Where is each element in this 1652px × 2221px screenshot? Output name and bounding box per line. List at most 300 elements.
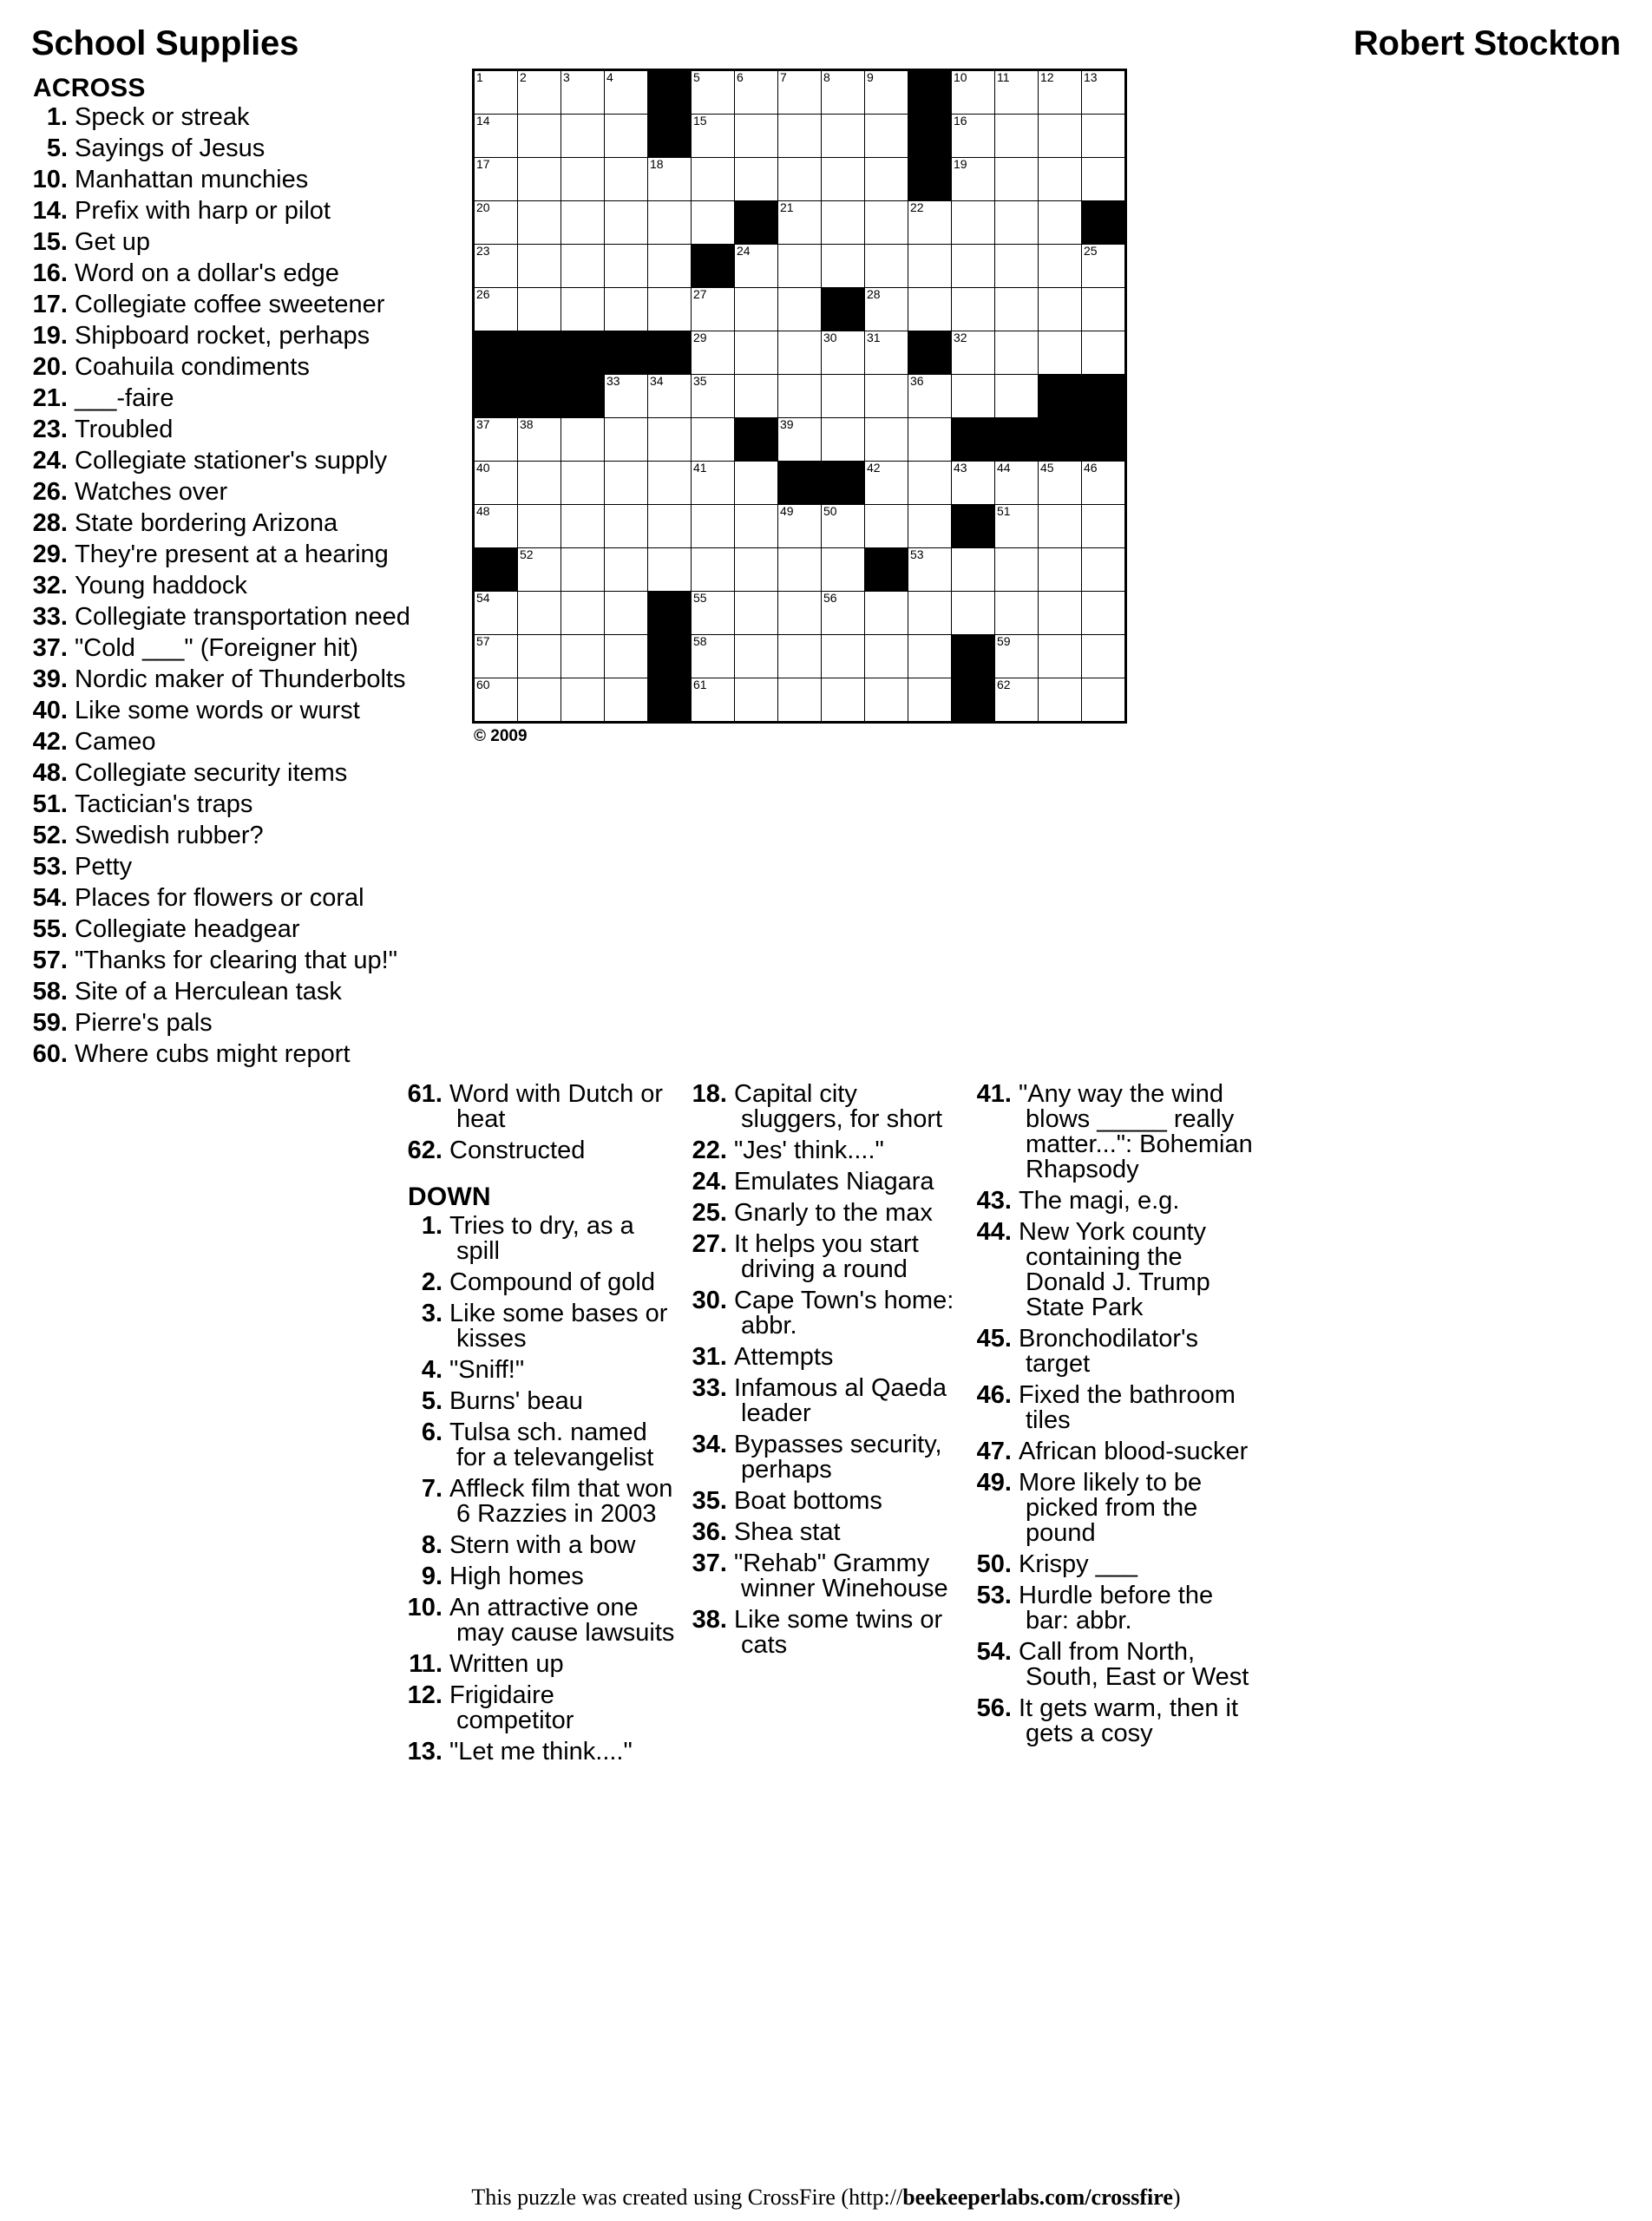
clue-number: 1. [46, 103, 68, 131]
clue-text: Sayings of Jesus [75, 134, 266, 162]
clue-item [31, 605, 449, 630]
clue-text: Tactician's traps [75, 790, 253, 818]
grid-cell[interactable] [561, 158, 605, 201]
grid-cell[interactable] [995, 245, 1039, 288]
grid-cell[interactable] [908, 245, 952, 288]
grid-cell-number: 14 [476, 114, 490, 128]
grid-cell[interactable] [605, 678, 648, 723]
grid-cell[interactable] [778, 245, 822, 288]
grid-cell[interactable] [865, 70, 908, 115]
grid-cell[interactable] [648, 375, 692, 418]
grid-cell[interactable] [995, 635, 1039, 678]
grid-cell[interactable] [735, 592, 778, 635]
grid-cell[interactable] [735, 115, 778, 158]
grid-cell[interactable] [692, 70, 735, 115]
clue-number: 54. [976, 1638, 1012, 1666]
clue-number: 57. [32, 947, 68, 974]
grid-cell[interactable] [648, 548, 692, 592]
grid-cell[interactable] [1039, 331, 1082, 375]
grid-cell[interactable] [1082, 115, 1126, 158]
grid-cell[interactable] [605, 375, 648, 418]
grid-cell[interactable] [474, 505, 518, 548]
clue-number: 43. [976, 1187, 1012, 1215]
grid-cell[interactable] [735, 375, 778, 418]
grid-cell[interactable] [822, 245, 865, 288]
grid-cell-number: 27 [693, 287, 707, 301]
grid-cell[interactable] [1082, 70, 1126, 115]
grid-cell[interactable] [822, 592, 865, 635]
clue-text: Site of a Herculean task [75, 978, 342, 1006]
grid-cell-number: 50 [823, 504, 837, 518]
crossword-grid[interactable] [472, 69, 1127, 724]
clue-text: Constructed [449, 1137, 586, 1164]
grid-block-cell [692, 245, 735, 288]
clue-item [31, 823, 449, 848]
clue-number: 39. [32, 665, 68, 693]
grid-cell[interactable] [778, 635, 822, 678]
grid-cell-number: 59 [997, 634, 1011, 648]
grid-block-cell [1039, 375, 1082, 418]
grid-cell[interactable] [518, 70, 561, 115]
clue-text: Like some words or wurst [75, 697, 360, 724]
grid-cell[interactable] [474, 288, 518, 331]
clue-number: 27. [692, 1230, 727, 1258]
grid-cell[interactable] [735, 331, 778, 375]
clue-text: Bypasses security, perhaps [734, 1431, 942, 1484]
grid-cell[interactable] [952, 158, 995, 201]
grid-cell[interactable] [952, 462, 995, 505]
clue-number: 7. [421, 1475, 442, 1503]
grid-cell[interactable] [822, 375, 865, 418]
clue-item [31, 167, 449, 193]
grid-cell[interactable] [952, 115, 995, 158]
grid-cell[interactable] [865, 505, 908, 548]
grid-cell[interactable] [518, 418, 561, 462]
grid-cell[interactable] [908, 375, 952, 418]
grid-block-cell [778, 462, 822, 505]
grid-cell-number: 56 [823, 591, 837, 605]
grid-cell[interactable] [474, 592, 518, 635]
grid-cell[interactable] [605, 70, 648, 115]
grid-cell[interactable] [952, 245, 995, 288]
grid-cell[interactable] [735, 505, 778, 548]
grid-cell[interactable] [518, 592, 561, 635]
grid-cell[interactable] [735, 70, 778, 115]
grid-cell[interactable] [1039, 201, 1082, 245]
grid-cell[interactable] [995, 288, 1039, 331]
grid-cell[interactable] [778, 158, 822, 201]
grid-cell-number: 13 [1084, 70, 1098, 84]
grid-cell[interactable] [908, 592, 952, 635]
grid-cell[interactable] [778, 548, 822, 592]
clue-item [31, 573, 449, 599]
clue-number: 48. [32, 759, 68, 787]
clue-number: 24. [32, 447, 68, 475]
grid-cell[interactable] [561, 462, 605, 505]
grid-cell[interactable] [561, 115, 605, 158]
grid-block-cell [908, 158, 952, 201]
grid-cell[interactable] [952, 288, 995, 331]
grid-cell[interactable] [561, 288, 605, 331]
grid-cell[interactable] [735, 245, 778, 288]
clue-text: "Jes' think...." [734, 1137, 884, 1164]
clue-item [691, 1608, 960, 1658]
grid-cell[interactable] [1039, 462, 1082, 505]
grid-cell[interactable] [1039, 288, 1082, 331]
grid-cell[interactable] [648, 201, 692, 245]
grid-cell-number: 33 [606, 374, 620, 388]
grid-cell[interactable] [995, 115, 1039, 158]
grid-cell[interactable] [995, 462, 1039, 505]
grid-cell[interactable] [865, 462, 908, 505]
clue-text: Cameo [75, 728, 156, 756]
grid-cell[interactable] [735, 635, 778, 678]
grid-cell[interactable] [605, 288, 648, 331]
grid-cell[interactable] [648, 418, 692, 462]
grid-cell[interactable] [865, 158, 908, 201]
grid-cell[interactable] [692, 505, 735, 548]
grid-cell[interactable] [865, 201, 908, 245]
grid-cell[interactable] [908, 505, 952, 548]
clue-item [975, 1383, 1255, 1433]
grid-cell[interactable] [908, 418, 952, 462]
grid-cell[interactable] [605, 245, 648, 288]
clue-item [31, 1011, 449, 1036]
grid-cell[interactable] [561, 505, 605, 548]
grid-block-cell [474, 331, 518, 375]
grid-block-cell [474, 375, 518, 418]
grid-cell[interactable] [474, 158, 518, 201]
grid-cell[interactable] [518, 635, 561, 678]
grid-cell[interactable] [1082, 245, 1126, 288]
grid-cell[interactable] [692, 418, 735, 462]
grid-cell[interactable] [605, 635, 648, 678]
grid-cell[interactable] [1039, 505, 1082, 548]
grid-cell[interactable] [518, 158, 561, 201]
grid-cell[interactable] [518, 505, 561, 548]
grid-cell[interactable] [474, 201, 518, 245]
clue-number: 6. [421, 1418, 442, 1446]
clue-item [691, 1520, 960, 1545]
clue-text: More likely to be picked from the pound [1019, 1469, 1203, 1547]
grid-cell[interactable] [995, 375, 1039, 418]
clue-number: 23. [32, 416, 68, 443]
grid-cell[interactable] [692, 548, 735, 592]
grid-block-cell [908, 115, 952, 158]
grid-cell[interactable] [692, 635, 735, 678]
grid-cell[interactable] [822, 635, 865, 678]
clue-column-4 [975, 1082, 1270, 1753]
grid-cell[interactable] [822, 201, 865, 245]
grid-cell[interactable] [952, 70, 995, 115]
grid-cell[interactable] [908, 548, 952, 592]
grid-cell[interactable] [1039, 678, 1082, 723]
grid-cell[interactable] [908, 678, 952, 723]
clue-item [691, 1376, 960, 1426]
grid-cell-number: 11 [997, 70, 1010, 84]
grid-cell[interactable] [952, 201, 995, 245]
grid-cell[interactable] [1082, 331, 1126, 375]
grid-cell[interactable] [1039, 158, 1082, 201]
grid-cell[interactable] [692, 375, 735, 418]
grid-cell[interactable] [518, 548, 561, 592]
grid-cell[interactable] [1082, 678, 1126, 723]
grid-cell[interactable] [605, 505, 648, 548]
clue-text: Compound of gold [449, 1268, 655, 1296]
clue-number: 53. [976, 1582, 1012, 1609]
grid-cell[interactable] [865, 375, 908, 418]
lower-clue-section [0, 1073, 1652, 1771]
grid-cell[interactable] [474, 418, 518, 462]
grid-cell[interactable] [995, 158, 1039, 201]
grid-cell[interactable] [692, 158, 735, 201]
clue-number: 37. [32, 634, 68, 662]
grid-cell[interactable] [995, 548, 1039, 592]
grid-cell-number: 22 [910, 200, 924, 214]
grid-cell[interactable] [518, 288, 561, 331]
grid-cell[interactable] [518, 462, 561, 505]
grid-cell[interactable] [692, 201, 735, 245]
grid-cell[interactable] [865, 592, 908, 635]
clue-item [975, 1640, 1255, 1690]
grid-cell[interactable] [865, 418, 908, 462]
grid-cell[interactable] [822, 678, 865, 723]
grid-cell[interactable] [648, 288, 692, 331]
grid-block-cell [995, 418, 1039, 462]
grid-block-cell [648, 70, 692, 115]
grid-block-cell [952, 635, 995, 678]
grid-cell[interactable] [561, 592, 605, 635]
clue-text: Word with Dutch or heat [449, 1080, 664, 1133]
clue-number: 51. [32, 790, 68, 818]
grid-cell[interactable] [1039, 548, 1082, 592]
grid-cell[interactable] [778, 201, 822, 245]
grid-cell[interactable] [995, 331, 1039, 375]
grid-cell[interactable] [735, 678, 778, 723]
grid-cell-number: 19 [954, 157, 967, 171]
grid-cell[interactable] [1082, 462, 1126, 505]
clue-item [31, 261, 449, 286]
grid-cell[interactable] [952, 375, 995, 418]
grid-cell[interactable] [1082, 158, 1126, 201]
grid-block-cell [1082, 375, 1126, 418]
grid-cell[interactable] [908, 288, 952, 331]
grid-cell[interactable] [648, 462, 692, 505]
grid-cell[interactable] [865, 331, 908, 375]
clue-text: Burns' beau [449, 1387, 583, 1415]
grid-cell-number: 3 [563, 70, 570, 84]
grid-cell[interactable] [778, 375, 822, 418]
across-heading: ACROSS [33, 74, 146, 102]
grid-cell[interactable] [561, 418, 605, 462]
grid-cell[interactable] [605, 548, 648, 592]
clue-number: 17. [32, 291, 68, 318]
grid-cell[interactable] [1039, 592, 1082, 635]
grid-cell[interactable] [1039, 635, 1082, 678]
grid-cell-number: 34 [650, 374, 664, 388]
down-clue-list-cont-1 [691, 1082, 960, 1658]
grid-block-cell [1082, 418, 1126, 462]
grid-cell[interactable] [865, 678, 908, 723]
copyright-notice: © 2009 [474, 727, 528, 745]
grid-cell[interactable] [692, 678, 735, 723]
clue-number: 12. [407, 1681, 442, 1709]
grid-cell[interactable] [518, 678, 561, 723]
grid-cell-number: 24 [737, 244, 751, 258]
clue-number: 52. [32, 822, 68, 849]
grid-row [474, 70, 1126, 115]
grid-cell[interactable] [735, 158, 778, 201]
grid-cell[interactable] [692, 592, 735, 635]
grid-cell[interactable] [1082, 505, 1126, 548]
grid-cell[interactable] [648, 245, 692, 288]
grid-cell[interactable] [605, 158, 648, 201]
grid-cell[interactable] [778, 418, 822, 462]
grid-row [474, 592, 1126, 635]
footer-link[interactable]: beekeeperlabs.com/crossfire [902, 2185, 1173, 2210]
grid-cell[interactable] [1082, 288, 1126, 331]
grid-cell[interactable] [865, 245, 908, 288]
grid-cell[interactable] [822, 331, 865, 375]
grid-cell[interactable] [1082, 548, 1126, 592]
grid-cell[interactable] [952, 592, 995, 635]
grid-cell[interactable] [1082, 592, 1126, 635]
clue-text: Swedish rubber? [75, 822, 264, 849]
grid-cell[interactable] [822, 115, 865, 158]
clue-item [406, 1138, 675, 1163]
grid-cell[interactable] [865, 635, 908, 678]
grid-cell[interactable] [605, 592, 648, 635]
grid-cell[interactable] [561, 245, 605, 288]
grid-cell[interactable] [474, 70, 518, 115]
grid-cell[interactable] [605, 418, 648, 462]
grid-cell-number: 60 [476, 678, 490, 691]
grid-cell[interactable] [995, 201, 1039, 245]
grid-cell[interactable] [561, 70, 605, 115]
grid-cell[interactable] [692, 462, 735, 505]
clue-number: 1. [421, 1212, 442, 1240]
clue-text: Emulates Niagara [734, 1168, 934, 1196]
grid-cell[interactable] [474, 678, 518, 723]
grid-cell-number: 40 [476, 461, 490, 475]
clue-text: State bordering Arizona [75, 509, 338, 537]
grid-cell[interactable] [908, 635, 952, 678]
grid-cell[interactable] [1039, 115, 1082, 158]
clue-number: 41. [976, 1080, 1012, 1108]
grid-cell[interactable] [474, 245, 518, 288]
grid-cell[interactable] [995, 592, 1039, 635]
across-clue-list [31, 105, 449, 1067]
clue-text: Like some bases or kisses [449, 1300, 668, 1353]
grid-cell[interactable] [692, 115, 735, 158]
grid-cell[interactable] [605, 462, 648, 505]
clue-text: Shipboard rocket, perhaps [75, 322, 370, 350]
clue-item [31, 730, 449, 755]
grid-cell[interactable] [561, 201, 605, 245]
grid-cell[interactable] [952, 548, 995, 592]
grid-cell[interactable] [778, 331, 822, 375]
clue-item [406, 1301, 675, 1352]
grid-cell[interactable] [518, 115, 561, 158]
clue-item [691, 1232, 960, 1282]
grid-cell[interactable] [692, 288, 735, 331]
grid-cell[interactable] [865, 288, 908, 331]
grid-cell[interactable] [908, 462, 952, 505]
grid-cell[interactable] [561, 678, 605, 723]
grid-cell[interactable] [952, 331, 995, 375]
grid-cell[interactable] [692, 331, 735, 375]
grid-cell[interactable] [822, 418, 865, 462]
clue-text: Tries to dry, as a spill [449, 1212, 634, 1265]
grid-cell[interactable] [735, 288, 778, 331]
clue-item [31, 230, 449, 255]
grid-cell[interactable] [1082, 635, 1126, 678]
grid-cell[interactable] [822, 548, 865, 592]
grid-cell[interactable] [822, 158, 865, 201]
grid-cell-number: 49 [780, 504, 794, 518]
clue-number: 47. [976, 1438, 1012, 1465]
grid-cell[interactable] [778, 115, 822, 158]
grid-cell-number: 62 [997, 678, 1011, 691]
grid-cell[interactable] [778, 288, 822, 331]
grid-cell[interactable] [735, 548, 778, 592]
grid-cell[interactable] [995, 70, 1039, 115]
down-clue-list-cont-2 [975, 1082, 1255, 1746]
grid-cell[interactable] [735, 462, 778, 505]
grid-cell[interactable] [474, 462, 518, 505]
grid-cell[interactable] [605, 115, 648, 158]
grid-cell[interactable] [822, 505, 865, 548]
grid-row [474, 158, 1126, 201]
grid-cell[interactable] [648, 158, 692, 201]
grid-cell[interactable] [778, 592, 822, 635]
clue-text: Attempts [734, 1343, 834, 1371]
clue-text: Tulsa sch. named for a televangelist [449, 1418, 654, 1471]
grid-cell[interactable] [1039, 245, 1082, 288]
clue-item [975, 1327, 1255, 1377]
clue-item [691, 1551, 960, 1602]
grid-block-cell [648, 115, 692, 158]
clue-item [31, 698, 449, 724]
grid-cell[interactable] [518, 245, 561, 288]
puzzle-author: Robert Stockton [1353, 24, 1621, 62]
grid-cell[interactable] [865, 115, 908, 158]
clue-item [406, 1739, 675, 1765]
clue-item [31, 105, 449, 130]
clue-text: Places for flowers or coral [75, 884, 364, 912]
clue-text: Nordic maker of Thunderbolts [75, 665, 406, 693]
grid-cell[interactable] [778, 70, 822, 115]
grid-cell[interactable] [518, 201, 561, 245]
footer-prefix: This puzzle was created using CrossFire (http:// [471, 2185, 903, 2210]
grid-cell[interactable] [1039, 70, 1082, 115]
grid-cell[interactable] [474, 635, 518, 678]
grid-cell[interactable] [561, 548, 605, 592]
clue-column-2 [406, 1082, 691, 1771]
clue-number: 44. [976, 1218, 1012, 1246]
grid-cell[interactable] [778, 678, 822, 723]
grid-cell[interactable] [605, 201, 648, 245]
grid-cell[interactable] [561, 635, 605, 678]
grid-cell[interactable] [822, 70, 865, 115]
grid-cell[interactable] [995, 505, 1039, 548]
grid-cell[interactable] [778, 505, 822, 548]
grid-cell[interactable] [908, 201, 952, 245]
grid-cell[interactable] [648, 505, 692, 548]
grid-block-cell [735, 201, 778, 245]
grid-cell[interactable] [995, 678, 1039, 723]
grid-cell[interactable] [474, 115, 518, 158]
